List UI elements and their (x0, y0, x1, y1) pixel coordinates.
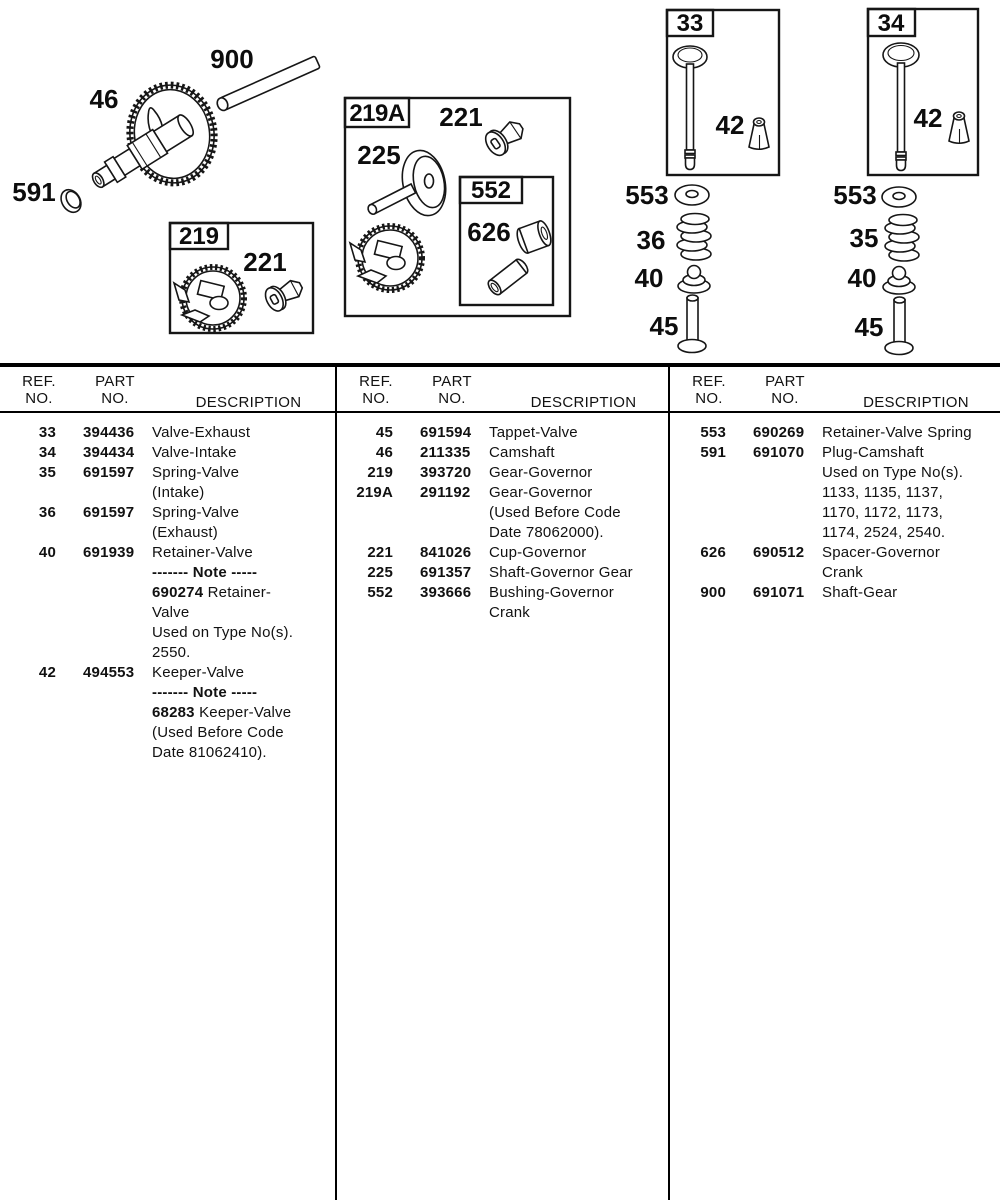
exhaust-valve-spring-part (677, 214, 711, 261)
ref-no-cell (670, 563, 726, 583)
ref-no-cell (0, 703, 56, 723)
valve-keeper-part (949, 112, 969, 144)
part-no-cell (56, 683, 152, 703)
callout-spring-intake: 35 (849, 223, 879, 253)
ref-no-cell (0, 723, 56, 743)
table-row (0, 423, 335, 443)
gear-governor-old-box (345, 98, 570, 316)
part-no-cell (393, 523, 489, 543)
description-cell: (Exhaust) (152, 524, 218, 541)
parts-table-column-2 (335, 367, 668, 1200)
description-cell: Spring-Valve (152, 504, 240, 521)
ref-no-cell (0, 623, 56, 643)
valve-retainer-part (678, 266, 710, 294)
part-no-cell: 394436 (83, 424, 135, 441)
table-row (0, 663, 335, 683)
description-cell: Camshaft (489, 444, 555, 461)
ref-no-cell: 36 (38, 504, 56, 521)
bushing-governor-box (460, 177, 553, 305)
intake-valve-stack (833, 180, 919, 355)
valve-keeper-part (749, 118, 769, 150)
description-cell: ------- Note ----- (152, 684, 258, 701)
table-row (670, 443, 1000, 463)
callout-keeper-a: 42 (715, 110, 745, 140)
ref-no-cell: 34 (38, 444, 56, 461)
callout-tappet-b: 45 (854, 312, 884, 342)
ref-no-cell: 219 (367, 464, 393, 481)
valve-spring-retainer-washer-part (675, 185, 709, 205)
part-no-cell (726, 503, 822, 523)
table-row (670, 423, 1000, 443)
part-no-cell (56, 583, 152, 603)
box-label-33: 33 (676, 10, 704, 37)
exhaust-valve-part (673, 46, 707, 170)
table-row (337, 503, 668, 523)
ref-no-cell (0, 603, 56, 623)
ref-no-cell: 219A (356, 484, 393, 501)
part-no-cell: 393666 (420, 584, 472, 601)
callout-spring-exhaust: 36 (636, 225, 666, 255)
part-no-cell: 691597 (83, 504, 135, 521)
part-no-cell: 691357 (420, 564, 472, 581)
description-cell: Retainer-Valve (152, 544, 253, 561)
table-row (0, 703, 335, 723)
governor-gear-part (350, 226, 422, 290)
part-no-cell (56, 603, 152, 623)
valve-tappet-part (678, 295, 706, 353)
part-no-cell (726, 463, 822, 483)
part-no-cell: 291192 (420, 484, 471, 501)
description-cell: (Used Before Code (152, 724, 284, 741)
part-no-cell: 494553 (83, 664, 135, 681)
parts-table-header (337, 367, 668, 413)
column-header-desc: DESCRIPTION (195, 394, 302, 411)
callout-shaft-governor-gear: 225 (357, 140, 401, 170)
table-row (0, 643, 335, 663)
description-cell: Tappet-Valve (489, 424, 578, 441)
camshaft-part (87, 80, 220, 195)
table-row (670, 503, 1000, 523)
valve-spring-retainer-washer-part (882, 187, 916, 207)
description-cell: Valve (152, 604, 190, 621)
part-no-cell: 691597 (83, 464, 135, 481)
column-header-part: PART NO. (95, 373, 135, 407)
callout-tappet-a: 45 (649, 311, 679, 341)
description-cell: Used on Type No(s). (152, 624, 294, 641)
part-no-cell (56, 743, 152, 763)
description-cell: ------- Note ----- (152, 564, 258, 581)
table-row (337, 583, 668, 603)
column-header-desc: DESCRIPTION (863, 394, 969, 411)
table-row (670, 583, 1000, 603)
table-row (0, 603, 335, 623)
parts-table-column-1 (0, 367, 335, 1200)
column-header-part: PART NO. (432, 373, 472, 407)
ref-no-cell: 46 (375, 444, 393, 461)
table-row (0, 463, 335, 483)
description-cell: (Used Before Code (489, 504, 621, 521)
box-label-552: 552 (470, 177, 512, 204)
callout-retainer-a: 40 (634, 263, 664, 293)
part-no-cell: 690512 (753, 544, 805, 561)
description-cell: 1133, 1135, 1137, (822, 484, 944, 501)
part-no-cell: 393720 (420, 464, 472, 481)
exploded-parts-diagram (0, 0, 1000, 363)
table-row (670, 543, 1000, 563)
callout-spacer: 626 (467, 217, 511, 247)
parts-table-header (0, 367, 335, 413)
ref-no-cell: 591 (700, 444, 726, 461)
callout-keeper-b: 42 (913, 103, 943, 133)
part-no-cell: 691939 (83, 544, 135, 561)
description-cell: Gear-Governor (489, 484, 593, 501)
valve-intake-box (868, 9, 978, 175)
table-row (0, 743, 335, 763)
table-row (0, 523, 335, 543)
ref-no-cell: 40 (38, 544, 56, 561)
ref-no-cell (0, 683, 56, 703)
valve-tappet-part (885, 297, 913, 355)
callout-retainer-spring-a: 553 (625, 180, 669, 210)
part-no-cell (726, 563, 822, 583)
parts-table-header (670, 367, 1000, 413)
table-row (337, 443, 668, 463)
table-row (337, 543, 668, 563)
description-cell: Spacer-Governor (822, 544, 941, 561)
part-no-cell: 691070 (753, 444, 805, 461)
table-row (337, 523, 668, 543)
description-cell: Date 78062000). (489, 524, 604, 541)
table-row (0, 723, 335, 743)
callout-retainer-spring-b: 553 (833, 180, 877, 210)
description-cell: Shaft-Gear (822, 584, 898, 601)
parts-table-rows (337, 413, 668, 623)
callout-plug: 591 (12, 177, 56, 207)
ref-no-cell: 553 (700, 424, 726, 441)
part-no-cell (726, 483, 822, 503)
part-no-cell (56, 563, 152, 583)
ref-no-cell (670, 483, 726, 503)
part-no-cell (56, 703, 152, 723)
ref-no-cell (337, 523, 393, 543)
description-cell: Date 81062410). (152, 744, 267, 761)
ref-no-cell: 626 (700, 544, 726, 561)
ref-no-cell (0, 643, 56, 663)
ref-no-cell: 900 (700, 584, 726, 601)
table-row (670, 523, 1000, 543)
gear-governor-box (170, 223, 313, 333)
description-cell: (Intake) (152, 484, 205, 501)
description-cell: Spring-Valve (152, 464, 240, 481)
valve-retainer-part (883, 267, 915, 295)
description-cell: Crank (822, 564, 864, 581)
parts-table-rows (0, 413, 335, 763)
ref-no-cell: 45 (375, 424, 393, 441)
parts-table-rows (670, 413, 1000, 603)
callout-retainer-b: 40 (847, 263, 877, 293)
table-row (670, 463, 1000, 483)
part-no-cell (56, 523, 152, 543)
valve-exhaust-box (667, 10, 779, 175)
part-no-cell: 211335 (420, 444, 471, 461)
table-row (0, 563, 335, 583)
table-row (0, 623, 335, 643)
shaft-gear-rod-part (210, 44, 320, 112)
ref-no-cell (0, 483, 56, 503)
ref-no-cell (337, 503, 393, 523)
exhaust-valve-stack (625, 180, 711, 353)
table-row (337, 603, 668, 623)
ref-no-cell (0, 523, 56, 543)
part-no-cell: 394434 (83, 444, 135, 461)
description-cell: Keeper-Valve (152, 664, 245, 681)
ref-no-cell (670, 523, 726, 543)
description-cell: Retainer-Valve Spring (822, 424, 972, 441)
ref-no-cell (337, 603, 393, 623)
governor-gear-part (174, 267, 244, 329)
ref-no-cell: 33 (38, 424, 56, 441)
column-header-ref: REF. NO. (692, 373, 726, 407)
parts-table-column-3 (668, 367, 1000, 1200)
box-label-34: 34 (877, 10, 905, 37)
part-no-cell: 691594 (420, 424, 472, 441)
part-no-cell: 691071 (753, 584, 805, 601)
part-no-cell (56, 643, 152, 663)
description-cell: 1174, 2524, 2540. (822, 524, 946, 541)
part-no-cell: 841026 (420, 544, 472, 561)
description-cell: 690274 Retainer- (152, 584, 272, 601)
part-no-cell (726, 523, 822, 543)
table-row (0, 443, 335, 463)
governor-bushing-part (486, 257, 530, 297)
part-no-cell (56, 723, 152, 743)
description-cell: Plug-Camshaft (822, 444, 924, 461)
table-row (670, 563, 1000, 583)
description-cell: 2550. (152, 644, 191, 661)
description-cell: Valve-Intake (152, 444, 237, 461)
table-row (337, 423, 668, 443)
box-label-219: 219 (178, 223, 220, 250)
ref-no-cell (670, 463, 726, 483)
description-cell: Crank (489, 604, 531, 621)
table-row (0, 583, 335, 603)
part-no-cell (393, 503, 489, 523)
description-cell: Gear-Governor (489, 464, 593, 481)
ref-no-cell: 35 (38, 464, 56, 481)
part-no-cell (56, 483, 152, 503)
parts-table (0, 363, 1000, 1200)
callout-shaft-gear: 900 (210, 44, 254, 74)
part-no-cell: 690269 (753, 424, 805, 441)
description-cell: 68283 Keeper-Valve (152, 704, 292, 721)
ref-no-cell: 221 (367, 544, 393, 561)
column-header-ref: REF. NO. (22, 373, 56, 407)
ref-no-cell (0, 563, 56, 583)
column-header-desc: DESCRIPTION (530, 394, 637, 411)
column-header-part: PART NO. (765, 373, 805, 407)
ref-no-cell: 42 (38, 664, 56, 681)
description-cell: 1170, 1172, 1173, (822, 504, 944, 521)
description-cell: Used on Type No(s). (822, 464, 964, 481)
ref-no-cell (670, 503, 726, 523)
description-cell: Valve-Exhaust (152, 424, 251, 441)
governor-cup-part (262, 274, 307, 314)
description-cell: Cup-Governor (489, 544, 587, 561)
part-no-cell (393, 603, 489, 623)
camshaft-plug-part (12, 177, 85, 216)
callout-camshaft: 46 (89, 84, 119, 114)
description-cell: Shaft-Governor Gear (489, 564, 633, 581)
table-row (0, 483, 335, 503)
table-row (670, 483, 1000, 503)
table-row (0, 543, 335, 563)
table-row (337, 463, 668, 483)
description-cell: Bushing-Governor (489, 584, 614, 601)
table-row (337, 563, 668, 583)
column-header-ref: REF. NO. (359, 373, 393, 407)
callout-cup-a: 221 (243, 247, 287, 277)
callout-cup-b: 221 (439, 102, 483, 132)
box-label-219a: 219A (349, 100, 405, 127)
ref-no-cell: 225 (367, 564, 393, 581)
ref-no-cell: 552 (367, 584, 393, 601)
part-no-cell (56, 623, 152, 643)
governor-cup-part (482, 116, 529, 159)
ref-no-cell (0, 743, 56, 763)
governor-spacer-part (515, 219, 554, 254)
table-row (337, 483, 668, 503)
table-row (0, 683, 335, 703)
table-row (0, 503, 335, 523)
intake-valve-spring-part (885, 215, 919, 262)
ref-no-cell (0, 583, 56, 603)
